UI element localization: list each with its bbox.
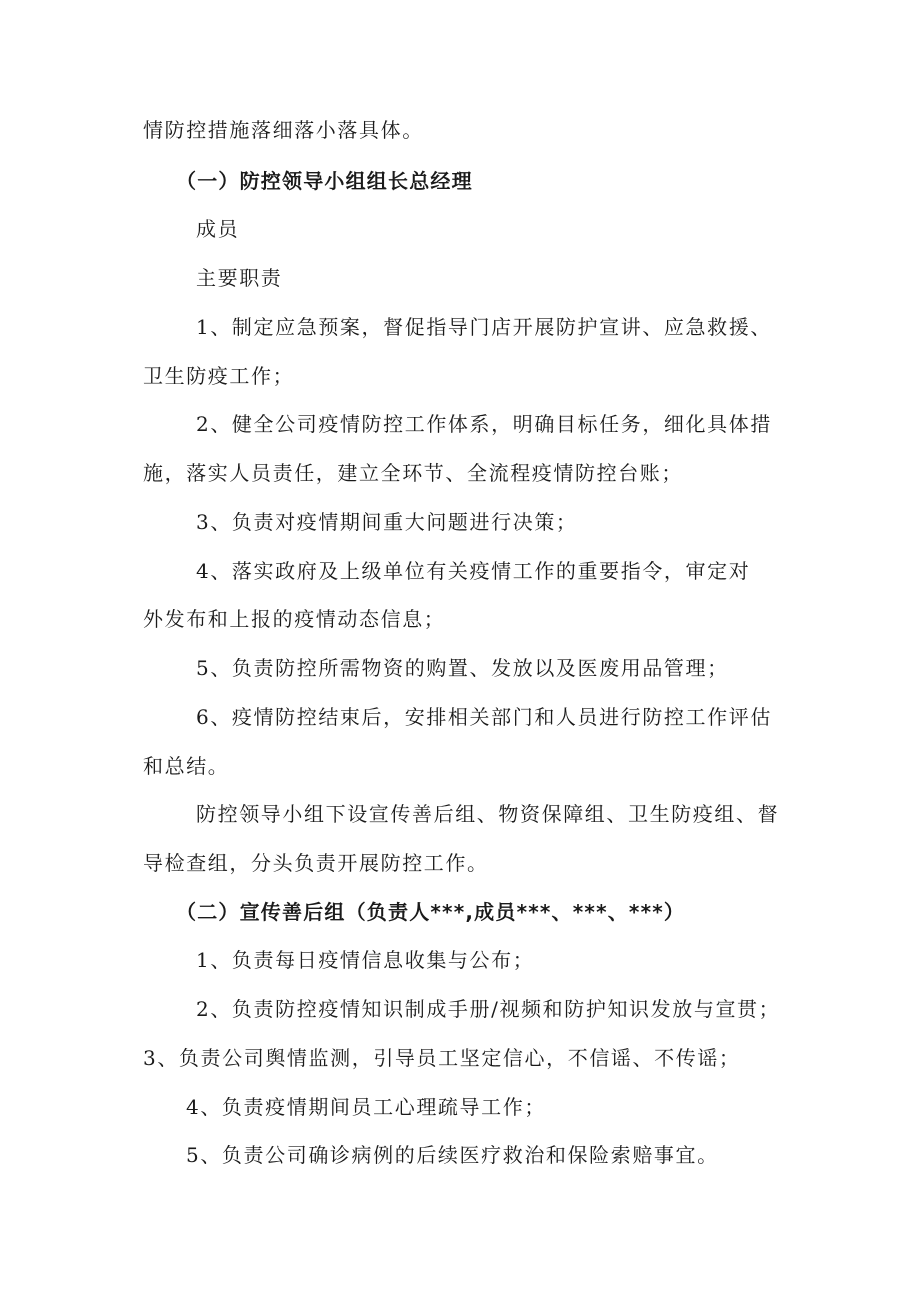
text-line-duties: 主要职责	[196, 266, 283, 290]
publicity-item-2: 2、负责防控疫情知识制成手册/视频和防护知识发放与宣贯；	[196, 997, 781, 1021]
list-item-6-line-2: 和总结。	[143, 754, 230, 778]
publicity-item-5: 5、负责公司确诊病例的后续医疗救治和保险索赔事宜。	[186, 1143, 719, 1167]
text-line-members: 成员	[196, 217, 240, 241]
paragraph-groups-line-2: 导检查组，分头负责开展防控工作。	[143, 851, 489, 875]
list-item-5: 5、负责防控所需物资的购置、发放以及医废用品管理；	[196, 656, 729, 680]
list-item-6-line-1: 6、疫情防控结束后，安排相关部门和人员进行防控工作评估	[196, 705, 772, 729]
list-item-3: 3、负责对疫情期间重大问题进行决策；	[196, 510, 578, 534]
publicity-item-1: 1、负责每日疫情信息收集与公布；	[196, 948, 535, 972]
publicity-item-3: 3、负责公司舆情监测，引导员工坚定信心，不信谣、不传谣；	[143, 1046, 741, 1070]
list-item-1-line-2: 卫生防疫工作；	[143, 364, 295, 388]
list-item-2-line-2: 施，落实人员责任，建立全环节、全流程疫情防控台账；	[143, 461, 683, 485]
paragraph-groups-line-1: 防控领导小组下设宣传善后组、物资保障组、卫生防疫组、督	[196, 802, 780, 826]
section-heading-1: （一）防控领导小组组长总经理	[176, 169, 473, 193]
section-heading-2: （二）宣传善后组（负责人***,成员***、***、***）	[176, 900, 686, 924]
text-line-continuation: 情防控措施落细落小落具体。	[143, 118, 424, 142]
list-item-4-line-1: 4、落实政府及上级单位有关疫情工作的重要指令，审定对	[196, 559, 751, 583]
list-item-1-line-1: 1、制定应急预案，督促指导门店开展防护宣讲、应急救援、	[196, 315, 772, 339]
list-item-2-line-1: 2、健全公司疫情防控工作体系，明确目标任务，细化具体措	[196, 412, 772, 436]
publicity-item-4: 4、负责疫情期间员工心理疏导工作；	[186, 1095, 546, 1119]
list-item-4-line-2: 外发布和上报的疫情动态信息；	[143, 607, 446, 631]
